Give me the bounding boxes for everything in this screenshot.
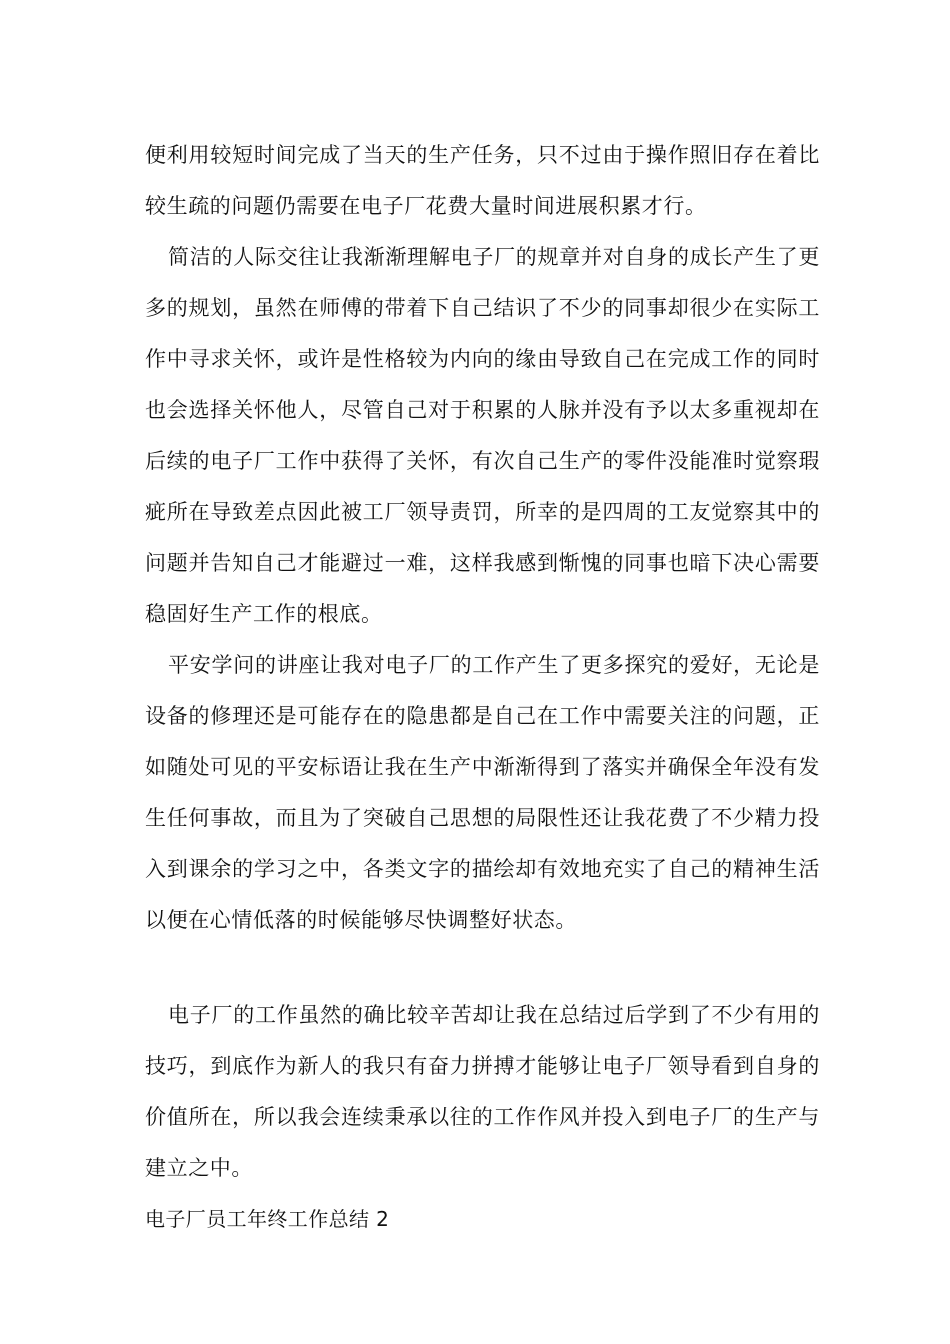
paragraph-continuation: 便利用较短时间完成了当天的生产任务，只不过由于操作照旧存在着比较生疏的问题仍需要在电子厂花费大量时间进展积累才行。 [145, 143, 820, 218]
paragraph-gap [145, 946, 820, 990]
section-heading: 电子厂员工年终工作总结 2 [145, 1207, 390, 1231]
paragraph-safety: 平安学问的讲座让我对电子厂的工作产生了更多探究的爱好，无论是设备的修理还是可能存在的隐患都是自己在工作中需要关注的问题，正如随处可见的平安标语让我在生产中渐渐得到了落实并确保全年没有发生任何事故，而且为了突破自己思想的局限性还让我花费了不少精力投入到课余的学习之中，各类文字的描绘却有效地充实了自己的精神生活以便在心情低落的时候能够尽快调整好状态。 [145, 653, 820, 932]
document-body [145, 130, 820, 1245]
paragraph-conclusion: 电子厂的工作虽然的确比较辛苦却让我在总结过后学到了不少有用的技巧，到底作为新人的我只有奋力拼搏才能够让电子厂领导看到自身的价值所在，所以我会连续秉承以往的工作作风并投入到电子厂的生产与建立之中。 [145, 1003, 820, 1180]
paragraph-interpersonal: 简洁的人际交往让我渐渐理解电子厂的规章并对自身的成长产生了更多的规划，虽然在师傅的带着下自己结识了不少的同事却很少在实际工作中寻求关怀，或许是性格较为内向的缘由导致自己在完成工作的同时也会选择关怀他人，尽管自己对于积累的人脉并没有予以太多重视却在后续的电子厂工作中获得了关怀，有次自己生产的零件没能准时觉察瑕疵所在导致差点因此被工厂领导责罚，所幸的是四周的工友觉察其中的问题并告知自己才能避过一难，这样我感到惭愧的同事也暗下决心需要稳固好生产工作的根底。 [145, 245, 820, 626]
